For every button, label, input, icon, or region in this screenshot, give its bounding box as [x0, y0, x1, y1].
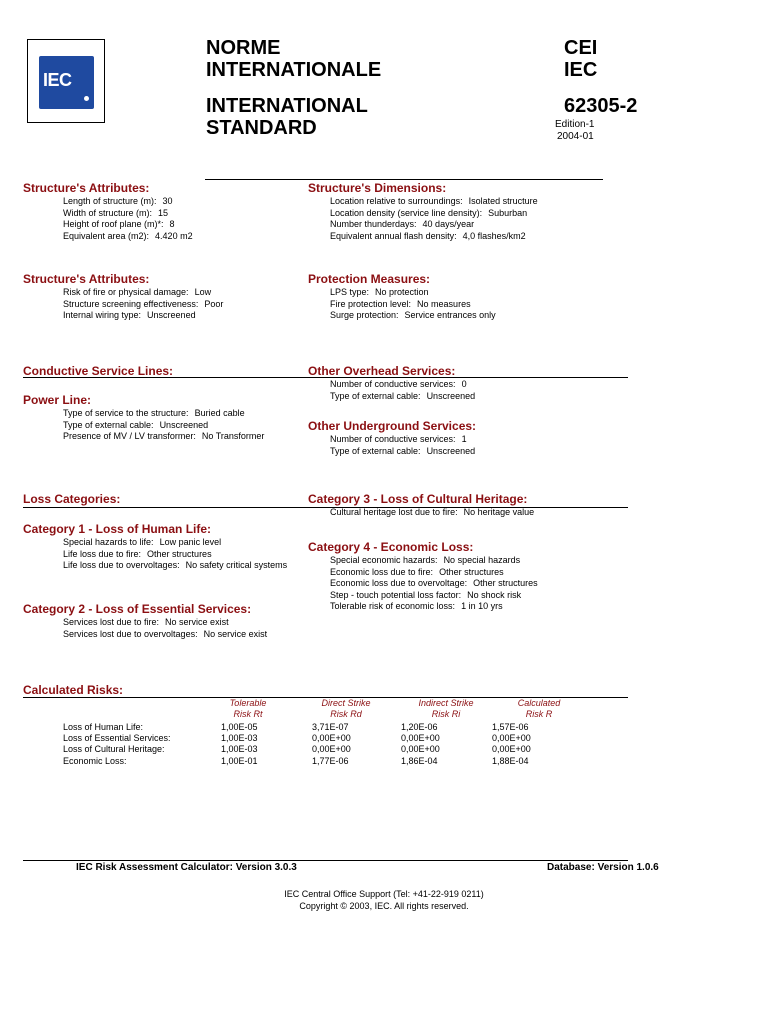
table-cell: 1,77E-06	[312, 756, 349, 766]
section-title-power-line: Power Line:	[23, 393, 92, 407]
logo-text: IEC	[43, 70, 72, 90]
table-cell: 3,71E-07	[312, 722, 349, 732]
title-en-line2: STANDARD	[206, 117, 317, 139]
table-cell: 1,00E-01	[221, 756, 258, 766]
list-item: Number of conductive services: 1	[330, 434, 467, 444]
table-cell: 0,00E+00	[312, 744, 351, 754]
list-item: Structure screening effectiveness: Poor	[63, 298, 224, 309]
table-cell: 0,00E+00	[401, 744, 440, 754]
calculator-version: IEC Risk Assessment Calculator: Version 3.0.3	[76, 862, 297, 873]
list-item: Step - touch potential loss factor: No shock risk	[330, 589, 522, 600]
table-cell: 0,00E+00	[312, 733, 351, 743]
title-fr-line1: NORME	[206, 37, 281, 59]
list-item: Type of external cable: Unscreened	[330, 445, 476, 456]
list-item: Life loss due to fire: Other structures	[63, 548, 212, 559]
list-item: Special hazards to life: Low panic level	[63, 537, 222, 547]
table-row-label: Loss of Human Life:	[63, 722, 144, 732]
table-row-label: Loss of Cultural Heritage:	[63, 744, 165, 754]
list-item: Economic loss due to overvoltage: Other structures	[330, 578, 538, 588]
table-header-direct: Direct Strike Risk Rd	[321, 698, 371, 719]
table-header-calculated: Calculated Risk R	[517, 698, 561, 719]
list-item: Presence of MV / LV transformer: No Transformer	[63, 431, 265, 441]
cei-label: CEI	[564, 37, 598, 59]
list-item: Cultural heritage lost due to fire: No heritage value	[330, 507, 535, 517]
list-item: Fire protection level: No measures	[330, 298, 471, 309]
list-item: Length of structure (m): 30	[63, 196, 173, 206]
section-title-loss: Loss Categories:	[23, 492, 121, 506]
logo-frame	[27, 39, 105, 123]
table-row-label: Loss of Essential Services:	[63, 733, 171, 743]
section-title-conductive: Conductive Service Lines:	[23, 364, 174, 378]
section-title-protection: Protection Measures:	[308, 272, 431, 286]
title-en-line1: INTERNATIONAL	[206, 95, 368, 117]
iec-logo	[39, 56, 94, 109]
table-cell: 0,00E+00	[492, 744, 531, 754]
section-title-underground: Other Underground Services:	[308, 419, 477, 433]
table-cell: 1,88E-04	[492, 756, 529, 766]
iec-label: IEC	[564, 59, 598, 81]
table-cell: 1,00E-03	[221, 733, 258, 743]
section-title-overhead: Other Overhead Services:	[308, 364, 456, 378]
support-note: IEC Central Office Support (Tel: +41-22-919 0211)	[284, 889, 484, 899]
table-cell: 1,57E-06	[492, 722, 529, 732]
table-header-tolerable: Tolerable Risk Rt	[229, 698, 267, 719]
logo-dot-icon	[84, 96, 89, 101]
section-title-dimensions: Structure's Dimensions:	[308, 181, 447, 195]
table-cell: 1,20E-06	[401, 722, 438, 732]
list-item: Number thunderdays: 40 days/year	[330, 219, 475, 229]
section-title-category-1: Category 1 - Loss of Human Life:	[23, 522, 212, 536]
list-item: Location density (service line density): Suburban	[330, 207, 528, 218]
header-divider	[205, 179, 603, 180]
table-cell: 1,00E-05	[221, 722, 258, 732]
list-item: Special economic hazards: No special hazards	[330, 555, 521, 565]
section-divider	[23, 507, 628, 508]
list-item: Width of structure (m): 15	[63, 207, 169, 218]
edition-date: 2004-01	[557, 131, 594, 142]
list-item: Equivalent annual flash density: 4,0 flashes/km2	[330, 230, 526, 241]
list-item: Type of external cable: Unscreened	[330, 390, 476, 401]
list-item: Type of service to the structure: Buried cable	[63, 408, 245, 418]
list-item: Equivalent area (m2): 4.420 m2	[63, 230, 193, 241]
list-item: Number of conductive services: 0	[330, 379, 467, 389]
list-item: Services lost due to fire: No service exist	[63, 617, 229, 627]
list-item: Surge protection: Service entrances only	[330, 310, 496, 320]
title-fr-line2: INTERNATIONALE	[206, 59, 382, 81]
list-item: Services lost due to overvoltages: No service exist	[63, 628, 268, 639]
list-item: Location relative to surroundings: Isolated structure	[330, 196, 538, 206]
edition: Edition-1	[555, 119, 595, 130]
table-cell: 1,00E-03	[221, 744, 258, 754]
database-version: Database: Version 1.0.6	[547, 862, 659, 873]
table-row-label: Economic Loss:	[63, 756, 127, 766]
section-title-risks: Calculated Risks:	[23, 683, 124, 697]
section-title-attributes-2: Structure's Attributes:	[23, 272, 150, 286]
copyright-note: Copyright © 2003, IEC. All rights reserved.	[299, 901, 469, 911]
section-title-category-2: Category 2 - Loss of Essential Services:	[23, 602, 252, 616]
section-title-category-4: Category 4 - Economic Loss:	[308, 540, 474, 554]
list-item: Life loss due to overvoltages: No safety critical systems	[63, 560, 288, 570]
list-item: Height of roof plane (m)*: 8	[63, 219, 175, 229]
standard-number: 62305-2	[564, 95, 638, 117]
list-item: LPS type: No protection	[330, 287, 429, 297]
table-cell: 0,00E+00	[492, 733, 531, 743]
footer-divider	[23, 860, 628, 861]
section-title-attributes-1: Structure's Attributes:	[23, 181, 150, 195]
list-item: Economic loss due to fire: Other structures	[330, 566, 504, 577]
list-item: Internal wiring type: Unscreened	[63, 310, 196, 320]
table-cell: 1,86E-04	[401, 756, 438, 766]
list-item: Risk of fire or physical damage: Low	[63, 287, 212, 297]
list-item: Tolerable risk of economic loss: 1 in 10 yrs	[330, 601, 503, 611]
table-cell: 0,00E+00	[401, 733, 440, 743]
section-title-category-3: Category 3 - Loss of Cultural Heritage:	[308, 492, 528, 506]
table-header-indirect: Indirect Strike Risk Ri	[418, 698, 474, 719]
list-item: Type of external cable: Unscreened	[63, 419, 209, 430]
